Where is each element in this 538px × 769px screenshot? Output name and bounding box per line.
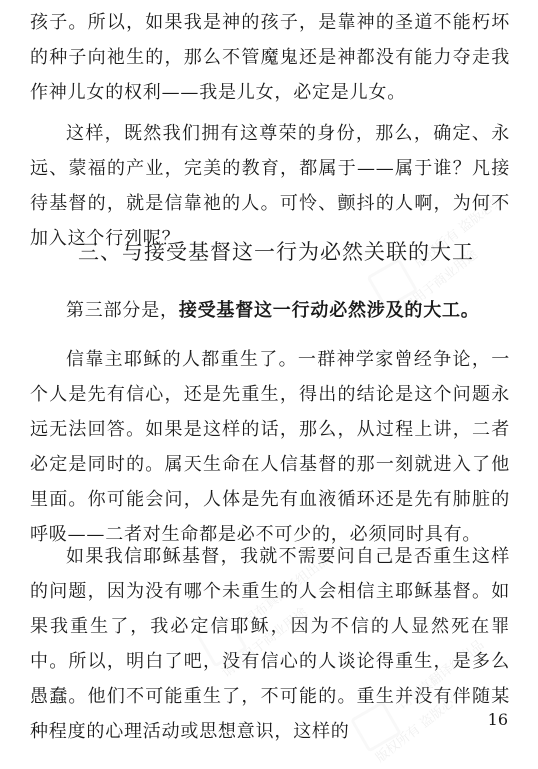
paragraph-prefix: 第三部分是， [66,300,179,321]
watermark-text-3: 司布真翻译组出品 [241,552,334,629]
paragraph: 孩子。所以，如果我是神的孩子，是靠神的圣道不能朽坏的种子向祂生的，那么不管魔鬼还是神都没有能力夺走我作神儿女的权利——我是儿女，必定是儿女。 [30,12,510,103]
watermark-text-1: 版权所有 盗版必究 [373,687,468,766]
watermark-text-1: 版权所有 盗版必究 [412,192,507,271]
paragraph-emphasis: 接受基督这一行动必然涉及的大工。 [178,300,480,321]
paragraph [30,293,510,328]
watermark-text-2: 请勿用于商业用途 [389,247,481,324]
paragraph: 如果我信耶稣基督，我就不需要问自己是否重生这样的问题，因为没有哪个未重生的人会相信主耶稣基督。如果我重生了，我必定信耶稣，因为不信的人显然死在罪中。所以，明白了吧，没有信心的人谈论得重生，是多么愚蠢。他们不可能重生了，不可能的。重生并没有伴随某种程度的心理活动或思想意识，这样的 [30,546,510,742]
paragraph: 信靠主耶稣的人都重生了。一群神学家曾经争论，一个人是先有信心，还是先重生，得出的结论是这个问题永远无法回答。如果是这样的话，那么，从过程上讲，二者必定是同时的。属天生命在人信基督的那一刻就进入了他里面。你可能会问，人体是先有血液循环还是先有肺脏的呼吸——二者对生命都是必不可少的，必须同时具有。 [30,349,510,545]
watermark-text-3: 司布真翻译组出品 [395,637,488,714]
page-number: 16 [487,710,508,729]
paragraph: 这样，既然我们拥有这尊荣的身份，那么，确定、永远、蒙福的产业，完美的教育，都属于——属于谁？凡接待基督的，就是信靠祂的人。可怜、颤抖的人啊，为何不加入这个行列呢？ [30,123,510,249]
section-heading: 三、与接受基督这一行为必然关联的大工 [78,240,474,264]
watermark-text-2: 请勿用于商业用途 [219,605,311,681]
